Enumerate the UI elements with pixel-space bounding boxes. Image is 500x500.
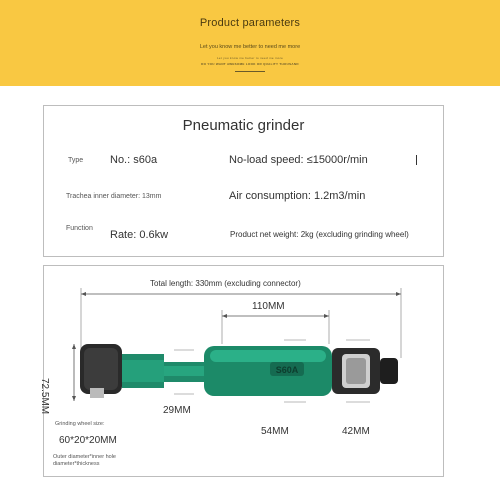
air-consumption-value: Air consumption: 1.2m3/min	[229, 190, 366, 202]
wheel-size-value: 60*20*20MM	[59, 435, 117, 446]
header-tiny-line1: Let you know me better to need me more	[216, 56, 284, 60]
arrow-down-icon	[72, 396, 76, 401]
text-cursor-mark	[416, 155, 417, 165]
header-tiny-line2: DO YOU WANT AWESOME LOOK OR QUALITY THOUSAND	[201, 62, 299, 66]
wheel-note-line2: diameter*thickness	[53, 461, 100, 467]
header-subtitle: Let you know me better to need me more	[199, 44, 301, 50]
header-divider	[235, 71, 265, 72]
dim-42-label: 42MM	[342, 426, 370, 437]
dim-110-label: 110MM	[252, 301, 285, 312]
trachea-value: Trachea inner diameter: 13mm	[66, 193, 162, 200]
spec-title: Pneumatic grinder	[182, 117, 305, 134]
model-value: No.: s60a	[110, 154, 158, 166]
air-connector	[380, 358, 398, 384]
wheel-note-line1: Outer diameter*inner hole	[53, 454, 116, 460]
header-banner	[0, 0, 500, 86]
type-label: Type	[68, 157, 84, 164]
grinder-drawing	[44, 266, 445, 478]
total-length-label: Total length: 330mm (excluding connector)	[150, 279, 301, 288]
dim-54-label: 54MM	[261, 426, 289, 437]
dim-725-label: 72.5MM	[39, 378, 50, 415]
arrow-right-icon	[324, 314, 329, 318]
noload-speed-value: No-load speed: ≤15000r/min	[229, 154, 368, 166]
spec-panel	[43, 105, 444, 257]
diagram-panel	[39, 265, 444, 477]
header-title: Product parameters	[199, 17, 301, 29]
dim-29-label: 29MM	[163, 405, 191, 416]
wheel-nut	[90, 388, 104, 398]
function-label: Function	[66, 225, 93, 232]
wheel-size-label: Grinding wheel size:	[55, 421, 105, 427]
arrow-left-icon	[81, 292, 86, 296]
arrow-up-icon	[72, 344, 76, 349]
brand-label: S60A	[275, 365, 299, 375]
rate-value: Rate: 0.6kw	[110, 229, 169, 241]
arrow-left-icon	[222, 314, 227, 318]
weight-value: Product net weight: 2kg (excluding grinding wheel)	[230, 230, 409, 239]
arrow-right-icon	[396, 292, 401, 296]
